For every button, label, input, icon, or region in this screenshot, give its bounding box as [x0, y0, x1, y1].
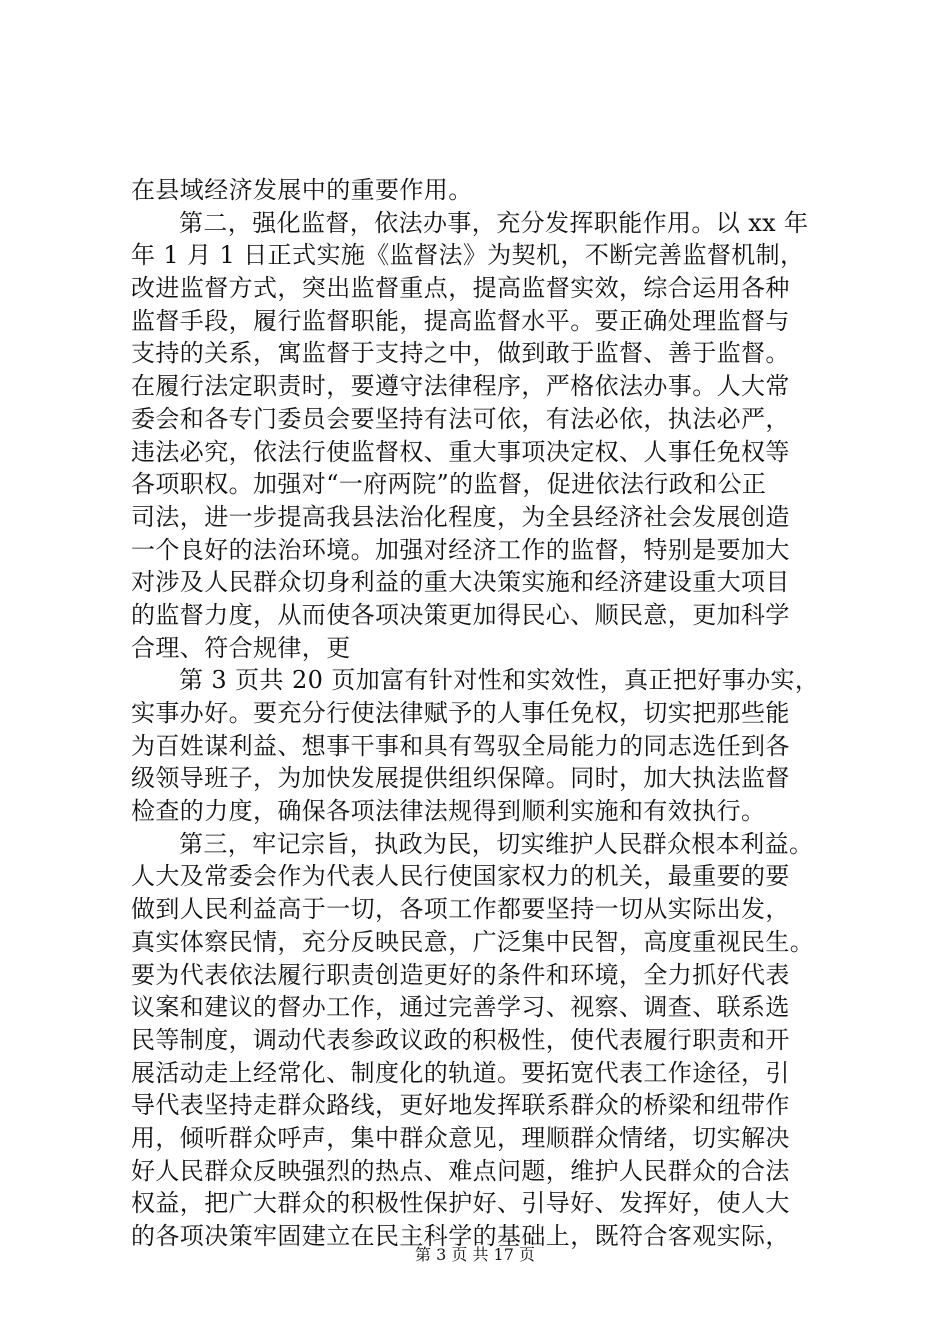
text-line: 第 3 页共 20 页加富有针对性和实效性，真正把好事办实，	[179, 666, 820, 695]
text-line: 权益，把广大群众的积极性保护好、引导好、发挥好，使人大	[131, 1189, 790, 1218]
text-line: 委会和各专门委员会要坚持有法可依，有法必依，执法必严，	[131, 404, 790, 433]
page-footer: 第 3 页 共 17 页	[415, 1245, 535, 1264]
text-line: 违法必究，依法行使监督权、重大事项决定权、人事任免权等	[131, 437, 790, 466]
text-line: 监督手段，履行监督职能，提高监督水平。要正确处理监督与	[131, 306, 790, 335]
text-line: 年 1 月 1 日正式实施《监督法》为契机，不断完善监督机制，	[131, 241, 805, 270]
text-line: 支持的关系，寓监督于支持之中，做到敢于监督、善于监督。	[131, 339, 790, 368]
document-body	[131, 174, 821, 1253]
text-line: 展活动走上经常化、制度化的轨道。要拓宽代表工作途径，引	[131, 1058, 790, 1087]
text-line: 第二，强化监督，依法办事，充分发挥职能作用。以 xx 年	[179, 208, 809, 237]
text-line: 检查的力度，确保各项法律法规得到顺利实施和有效执行。	[131, 797, 766, 826]
text-line: 第三，牢记宗旨，执政为民，切实维护人民群众根本利益。	[179, 829, 814, 858]
text-line: 民等制度，调动代表参政议政的积极性，使代表履行职责和开	[131, 1025, 790, 1054]
text-line: 实事办好。要充分行使法律赋予的人事任免权，切实把那些能	[131, 699, 790, 727]
text-line: 要为代表依法履行职责创造更好的条件和环境，全力抓好代表	[131, 960, 790, 989]
text-line: 司法，进一步提高我县法治化程度，为全县经济社会发展创造	[131, 502, 790, 531]
text-line: 真实体察民情，充分反映民意，广泛集中民智，高度重视民生。	[131, 927, 815, 956]
text-line: 导代表坚持走群众路线，更好地发挥联系群众的桥梁和纽带作	[131, 1091, 790, 1120]
text-line: 级领导班子，为加快发展提供组织保障。同时，加大执法监督	[131, 764, 790, 793]
text-line: 对涉及人民群众切身利益的重大决策实施和经济建设重大项目	[131, 568, 790, 597]
text-line: 的监督力度，从而使各项决策更加得民心、顺民意，更加科学	[131, 600, 790, 629]
text-line: 合理、符合规律，更	[131, 633, 351, 662]
text-line: 人大及常委会作为代表人民行使国家权力的机关，最重要的要	[131, 862, 790, 891]
text-line: 为百姓谋利益、想事干事和具有驾驭全局能力的同志选任到各	[131, 731, 790, 760]
text-line: 一个良好的法治环境。加强对经济工作的监督，特别是要加大	[131, 535, 790, 564]
text-line: 做到人民利益高于一切，各项工作都要坚持一切从实际出发，	[131, 895, 790, 924]
text-line: 各项职权。加强对“一府两院”的监督，促进依法行政和公正	[131, 470, 767, 499]
text-line: 在县域经济发展中的重要作用。	[131, 176, 473, 204]
text-line: 议案和建议的督办工作，通过完善学习、视察、调查、联系选	[131, 993, 790, 1022]
text-line: 在履行法定职责时，要遵守法律程序，严格依法办事。人大常	[131, 372, 790, 401]
text-line: 用，倾听群众呼声，集中群众意见，理顺群众情绪，切实解决	[131, 1123, 790, 1152]
text-line: 的各项决策牢固建立在民主科学的基础上，既符合客观实际，	[131, 1222, 790, 1250]
text-line: 好人民群众反映强烈的热点、难点问题，维护人民群众的合法	[131, 1156, 790, 1185]
text-line: 改进监督方式，突出监督重点，提高监督实效，综合运用各种	[131, 274, 790, 303]
